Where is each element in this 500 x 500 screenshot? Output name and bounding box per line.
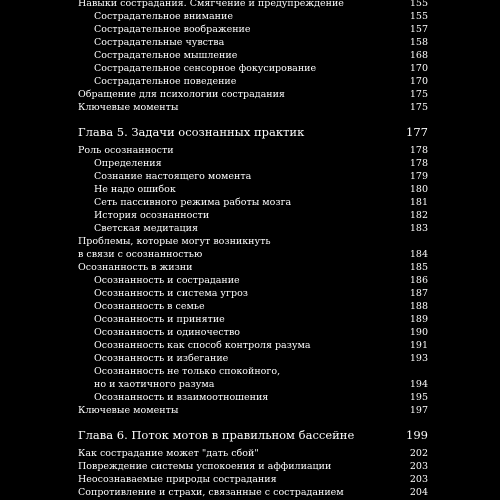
toc-entry xyxy=(0,379,500,391)
toc-entry-page: 180 xyxy=(409,184,428,195)
toc-entry-title: Сострадательное внимание xyxy=(94,11,233,22)
toc-entry xyxy=(0,405,500,417)
toc-entry-title: История осознанности xyxy=(94,210,210,221)
toc-entry-title: Обращение для психологии сострадания xyxy=(78,89,285,100)
toc-entry-page: 202 xyxy=(409,448,428,459)
toc-entry xyxy=(0,340,500,352)
toc-entry-page: 178 xyxy=(409,158,428,169)
toc-entry xyxy=(0,171,500,183)
toc-entry-title: Осознанность и система угроз xyxy=(94,288,248,299)
toc-entry xyxy=(0,184,500,196)
toc-entry-title: Осознанность и сострадание xyxy=(94,275,240,286)
toc-entry xyxy=(0,37,500,49)
toc-entry-title: в связи с осознанностью xyxy=(78,249,203,260)
toc-entry-title: Сознание настоящего момента xyxy=(94,171,252,182)
toc-entry xyxy=(0,461,500,473)
chapter-heading xyxy=(0,125,500,139)
toc-entry xyxy=(0,50,500,62)
toc-entry-page: 203 xyxy=(409,461,428,472)
toc-entry-title: Повреждение системы успокоения и аффилиации xyxy=(78,461,332,472)
chapter-heading xyxy=(0,428,500,442)
toc-entry-page: 158 xyxy=(409,37,428,48)
toc-entry-page: 186 xyxy=(409,275,428,286)
toc-entry-title: Осознанность и одиночество xyxy=(94,327,241,338)
toc-entry-page: 197 xyxy=(409,405,428,416)
toc-entry-page: 179 xyxy=(409,171,428,182)
toc-entry-title: Светская медитация xyxy=(94,223,198,234)
chapter-page: 199 xyxy=(406,428,428,442)
toc-entry-page: 157 xyxy=(409,24,428,35)
toc-entry-title: Осознанность и избегание xyxy=(94,353,229,364)
toc-entry-page: 191 xyxy=(409,340,428,351)
toc-entry-title: Осознанность в семье xyxy=(94,301,205,312)
toc-entry-title: Роль осознанности xyxy=(78,145,174,156)
toc-entry xyxy=(0,63,500,75)
toc-entry xyxy=(0,0,500,10)
toc-entry-title: Сопротивление и страхи, связанные с состраданием xyxy=(78,487,344,498)
toc-entry xyxy=(0,249,500,261)
toc-entry-title: но и хаотичного разума xyxy=(94,379,215,390)
chapter-title: Глава 6. Поток мотов в правильном бассейне xyxy=(78,428,355,442)
toc-entry-title: Ключевые моменты xyxy=(78,102,179,113)
toc-entry-title: Как сострадание может "дать сбой" xyxy=(78,448,259,459)
toc-entry xyxy=(0,366,500,378)
toc-entry-title: Осознанность и взаимоотношения xyxy=(94,392,269,403)
toc-entry-title: Осознанность в жизни xyxy=(78,262,193,273)
toc-entry-page: 181 xyxy=(409,197,428,208)
toc-entry-page: 204 xyxy=(409,487,428,498)
toc-entry xyxy=(0,314,500,326)
chapter-page: 177 xyxy=(406,125,428,139)
toc-entry-page: 203 xyxy=(409,474,428,485)
toc-entry xyxy=(0,487,500,499)
toc-entry-title: Сострадательное мышление xyxy=(94,50,238,61)
toc-entry-page: 170 xyxy=(409,63,428,74)
toc-entry xyxy=(0,158,500,170)
toc-entry-title: Осознанность и принятие xyxy=(94,314,225,325)
toc-entry xyxy=(0,392,500,404)
toc-entry-page: 168 xyxy=(409,50,428,61)
toc-entry xyxy=(0,89,500,101)
toc-entry-page: 183 xyxy=(409,223,428,234)
toc-entry xyxy=(0,145,500,157)
toc-entry-title: Сострадательные чувства xyxy=(94,37,225,48)
toc-entry-title: Осознанность не только спокойного, xyxy=(94,366,281,377)
toc-entry xyxy=(0,210,500,222)
toc-entry-page: 175 xyxy=(409,102,428,113)
toc-entry xyxy=(0,223,500,235)
toc-entry xyxy=(0,448,500,460)
toc-entry xyxy=(0,76,500,88)
toc-entry xyxy=(0,197,500,209)
toc-entry-page: 155 xyxy=(409,0,428,9)
toc-entry-title: Ключевые моменты xyxy=(78,405,179,416)
toc-entry xyxy=(0,262,500,274)
toc-entry-page: 187 xyxy=(409,288,428,299)
toc-entry-page: 185 xyxy=(409,262,428,273)
toc-entry xyxy=(0,301,500,313)
toc-entry-title: Сострадательное сенсорное фокусирование xyxy=(94,63,317,74)
toc-entry-page: 175 xyxy=(409,89,428,100)
toc-entry-title: Сеть пассивного режима работы мозга xyxy=(94,197,292,208)
toc-entry-page: 170 xyxy=(409,76,428,87)
toc-entry-title: Осознанность как способ контроля разума xyxy=(94,340,311,351)
toc-entry-page: 155 xyxy=(409,11,428,22)
toc-entry-page: 188 xyxy=(409,301,428,312)
toc-entry xyxy=(0,24,500,36)
toc-entry-page: 195 xyxy=(409,392,428,403)
toc-entry-page: 189 xyxy=(409,314,428,325)
toc-entry-page: 193 xyxy=(409,353,428,364)
toc-entry-title: Неосознаваемые природы сострадания xyxy=(78,474,277,485)
toc-entry xyxy=(0,11,500,23)
chapter-title: Глава 5. Задачи осознанных практик xyxy=(78,125,305,139)
toc-entry xyxy=(0,102,500,114)
toc-entry xyxy=(0,275,500,287)
toc-entry xyxy=(0,236,500,248)
toc-entry xyxy=(0,353,500,365)
toc-entry-title: Определения xyxy=(94,158,162,169)
toc-entry xyxy=(0,327,500,339)
toc-entry-page: 178 xyxy=(409,145,428,156)
toc-entry-page: 184 xyxy=(409,249,428,260)
toc-entry xyxy=(0,288,500,300)
toc-entry-title: Сострадательное поведение xyxy=(94,76,237,87)
toc-entry xyxy=(0,474,500,486)
toc-entry-page: 190 xyxy=(409,327,428,338)
toc-entry-page: 194 xyxy=(409,379,428,390)
toc-entry-title: Не надо ошибок xyxy=(94,184,176,195)
toc-entry-page: 182 xyxy=(409,210,428,221)
toc-entry-title: Сострадательное воображение xyxy=(94,24,251,35)
toc-entry-title: Навыки сострадания. Смягчение и предупреждение xyxy=(78,0,344,9)
toc-entry-title: Проблемы, которые могут возникнуть xyxy=(78,236,271,247)
